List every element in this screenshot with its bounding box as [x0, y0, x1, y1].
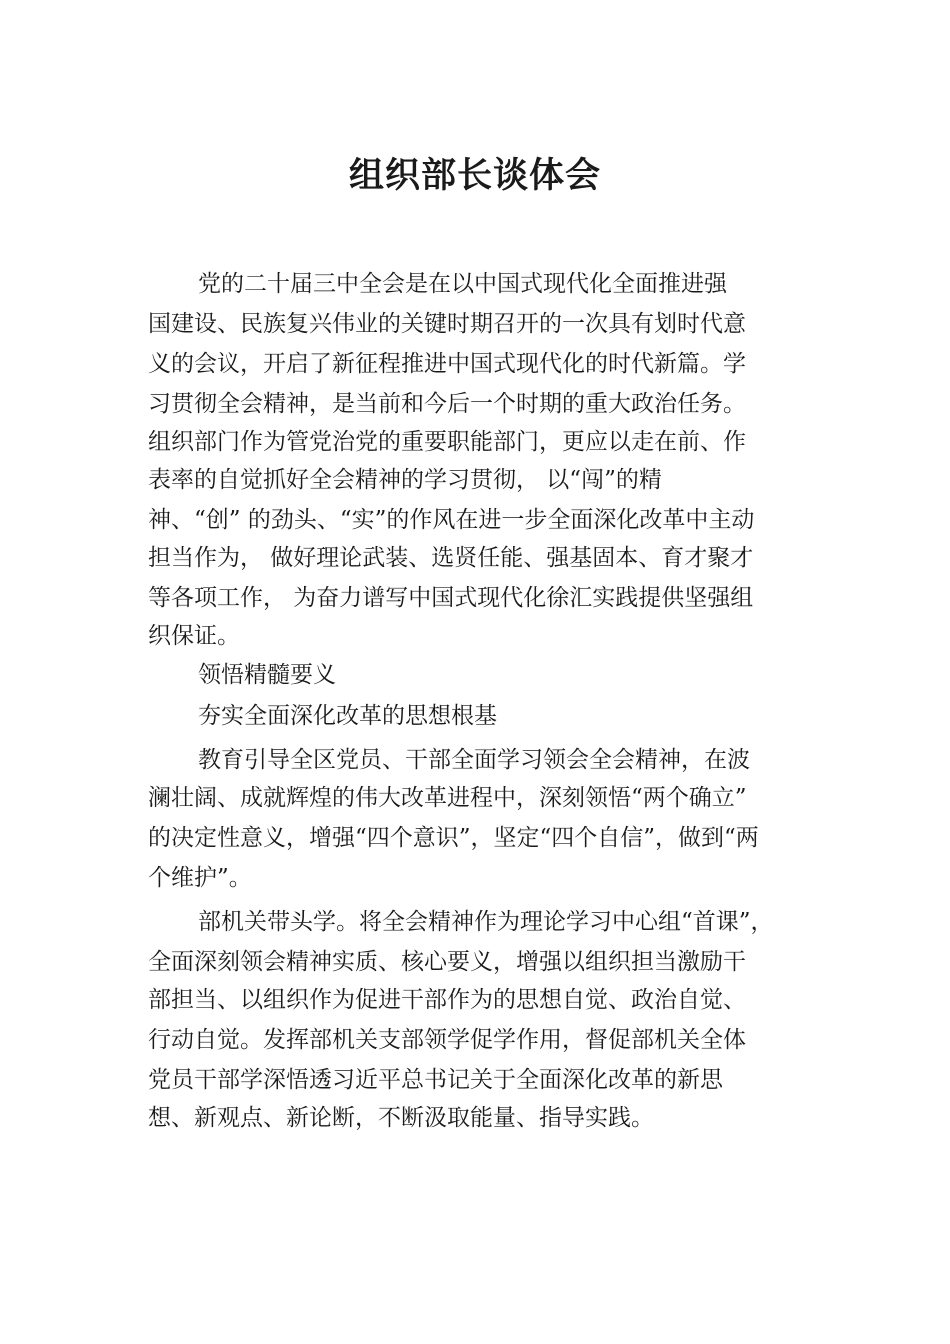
paragraph-2-line-2: 澜壮阔、成就辉煌的伟大改革进程中，深刻领悟“两个确立”: [148, 785, 747, 811]
paragraph-2-line-3: 的决定性意义，增强“四个意识”，坚定“四个自信”，做到“两: [148, 825, 759, 851]
paragraph-1-line-8: 担当作为， 做好理论武装、选贤任能、强基固本、育才聚才: [148, 545, 754, 571]
paragraph-1-line-7: 神、“创” 的劲头、“实”的作风在进一步全面深化改革中主动: [148, 507, 755, 533]
paragraph-2-line-1: 教育引导全区党员、干部全面学习领会全会精神，在波: [198, 747, 750, 773]
paragraph-3-line-5: 党员干部学深悟透习近平总书记关于全面深化改革的新思: [148, 1067, 723, 1093]
paragraph-3-line-3: 部担当、以组织作为促进干部作为的思想自觉、政治自觉、: [148, 987, 746, 1013]
paragraph-2-line-4: 个维护”。: [148, 865, 252, 891]
paragraph-1-line-2: 国建设、民族复兴伟业的关键时期召开的一次具有划时代意: [148, 311, 746, 337]
paragraph-3-line-4: 行动自觉。发挥部机关支部领学促学作用，督促部机关全体: [148, 1027, 746, 1053]
paragraph-3-line-1: 部机关带头学。将全会精神作为理论学习中心组“首课”，: [198, 909, 774, 935]
section-heading-2: 夯实全面深化改革的思想根基: [198, 703, 497, 729]
section-heading-1: 领悟精髓要义: [198, 662, 336, 688]
paragraph-1-line-5: 组织部门作为管党治党的重要职能部门，更应以走在前、作: [148, 429, 746, 455]
paragraph-1-line-10: 织保证。: [148, 623, 240, 649]
document-title: 组织部长谈体会: [348, 155, 601, 196]
paragraph-3-line-2: 全面深刻领会精神实质、核心要义，增强以组织担当激励干: [148, 949, 746, 975]
paragraph-1-line-3: 义的会议，开启了新征程推进中国式现代化的时代新篇。学: [148, 351, 746, 377]
paragraph-1-line-9: 等各项工作， 为奋力谱写中国式现代化徐汇实践提供坚强组: [148, 585, 754, 611]
paragraph-1-line-6: 表率的自觉抓好全会精神的学习贯彻， 以“闯”的精: [148, 467, 662, 493]
paragraph-1-line-1: 党的二十届三中全会是在以中国式现代化全面推进强: [198, 271, 727, 297]
paragraph-1-line-4: 习贯彻全会精神，是当前和今后一个时期的重大政治任务。: [148, 391, 746, 417]
paragraph-3-line-6: 想、新观点、新论断，不断汲取能量、指导实践。: [148, 1105, 654, 1131]
